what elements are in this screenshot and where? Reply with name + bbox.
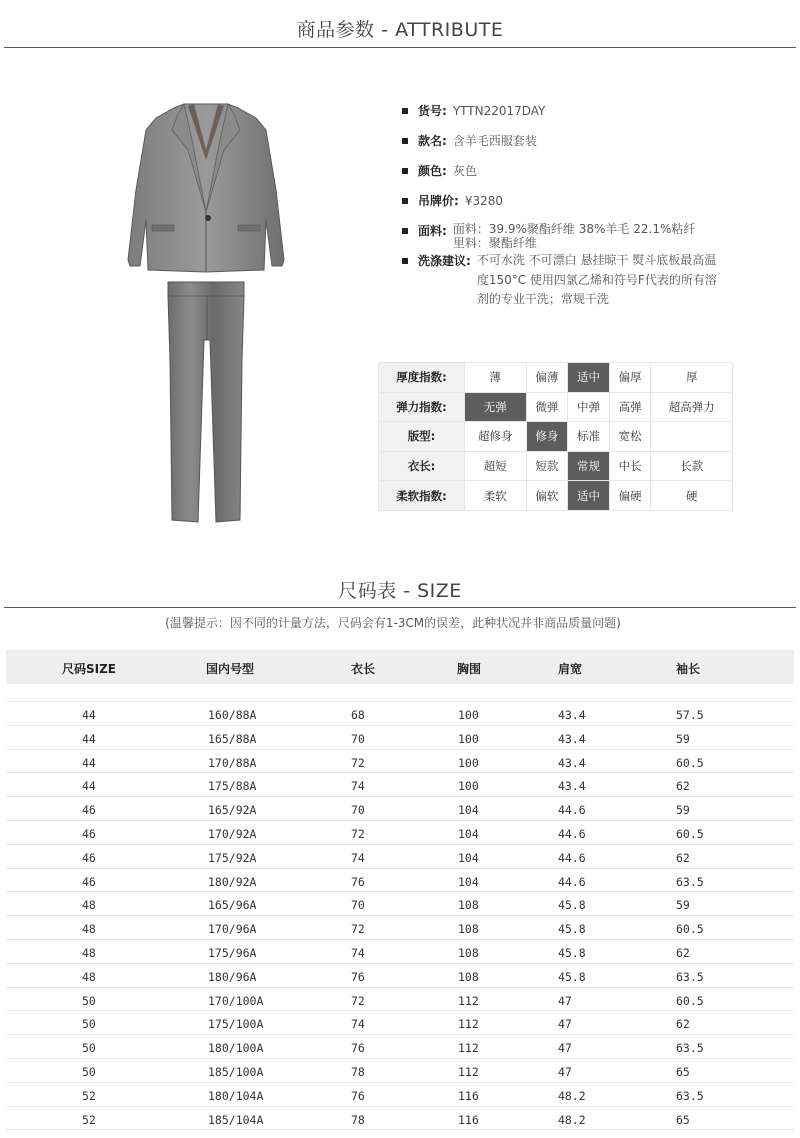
- index-option: 短款: [526, 451, 568, 481]
- size-cell: 46: [82, 850, 96, 865]
- index-option: 偏薄: [526, 363, 568, 393]
- bullet-icon: [402, 198, 408, 204]
- size-cell: 52: [82, 1112, 96, 1127]
- size-cell: 76: [351, 969, 365, 984]
- size-cell: 170/96A: [208, 922, 257, 937]
- size-cell: 170/92A: [208, 826, 257, 841]
- size-cell: 108: [458, 922, 479, 937]
- size-cell: 78: [351, 1064, 365, 1079]
- size-cell: 47: [558, 1041, 572, 1056]
- size-cell: 47: [558, 1017, 572, 1032]
- size-cell: 100: [458, 731, 479, 746]
- size-note: (温馨提示：因不同的计量方法，尺码会有1-3CM的误差，此种状况并非商品质量问题): [165, 616, 621, 630]
- index-row: [379, 451, 733, 481]
- attr-wash: 洗涤建议: 不可水洗 不可漂白 悬挂晾干 熨斗底板最高温度150°C 使用四氯乙烯和符号F代表的所有溶剂的专业干洗；常规干洗: [402, 253, 723, 310]
- size-cell: 112: [458, 993, 479, 1008]
- size-cell: 72: [351, 993, 365, 1008]
- size-cell: 44.6: [558, 803, 586, 818]
- size-row: [6, 773, 794, 797]
- size-cell: 50: [82, 993, 96, 1008]
- size-cell: 165/88A: [208, 731, 257, 746]
- index-option: 高弹: [609, 392, 651, 422]
- bullet-icon: [402, 138, 408, 144]
- size-cell: 47: [558, 1064, 572, 1079]
- size-row: [6, 750, 794, 774]
- size-cell: 180/96A: [208, 969, 257, 984]
- size-header-cell: 尺码SIZE: [62, 662, 117, 676]
- size-cell: 48: [82, 898, 96, 913]
- size-cell: 44: [82, 708, 96, 722]
- index-row: [379, 363, 733, 393]
- size-cell: 48: [82, 945, 96, 960]
- size-header-cell: 国内号型: [206, 662, 255, 676]
- size-cell: 185/100A: [208, 1064, 264, 1079]
- attr-sku: 货号: YTTN22017DAY: [402, 103, 545, 119]
- index-option: 硬: [651, 481, 733, 511]
- index-option: 柔软: [465, 481, 527, 511]
- size-cell: 59: [676, 898, 690, 913]
- size-cell: 185/104A: [208, 1112, 264, 1127]
- size-cell: 44: [82, 779, 96, 794]
- size-cell: 76: [351, 1088, 365, 1103]
- size-row: [6, 797, 794, 821]
- size-cell: 100: [458, 708, 479, 722]
- size-cell: 180/92A: [208, 874, 257, 889]
- size-cell: 170/100A: [208, 993, 264, 1008]
- size-cell: 50: [82, 1017, 96, 1032]
- bullet-icon: [402, 108, 408, 114]
- size-header-cell: 肩宽: [558, 662, 583, 676]
- attr-style-name: 款名: 含羊毛西服套装: [402, 133, 537, 149]
- size-cell: 46: [82, 874, 96, 889]
- index-label: 柔软指数:: [379, 481, 465, 511]
- index-option-selected: 适中: [568, 481, 610, 511]
- size-cell: 62: [676, 779, 690, 794]
- size-cell: 45.8: [558, 969, 586, 984]
- size-cell: 44.6: [558, 874, 586, 889]
- index-row: [379, 422, 733, 452]
- size-cell: 170/88A: [208, 755, 257, 770]
- index-option: 中弹: [568, 392, 610, 422]
- size-cell: 45.8: [558, 945, 586, 960]
- index-row: [379, 392, 733, 422]
- index-option-selected: 修身: [526, 422, 568, 452]
- size-cell: 63.5: [676, 1088, 704, 1103]
- bullet-icon: [402, 168, 408, 174]
- size-cell: 60.5: [676, 755, 704, 770]
- size-cell: 57.5: [676, 708, 704, 722]
- size-cell: 48: [82, 969, 96, 984]
- size-row: [6, 821, 794, 845]
- size-row: [6, 964, 794, 988]
- size-cell: 48.2: [558, 1088, 586, 1103]
- size-cell: 43.4: [558, 731, 586, 746]
- index-option: 偏厚: [609, 363, 651, 393]
- size-cell: 65: [676, 1112, 690, 1127]
- index-label: 衣长:: [379, 451, 465, 481]
- product-image: [126, 100, 286, 525]
- size-cell: 45.8: [558, 898, 586, 913]
- bullet-icon: [402, 228, 408, 234]
- size-cell: 175/92A: [208, 850, 257, 865]
- index-label: 厚度指数:: [379, 363, 465, 393]
- size-cell: 108: [458, 898, 479, 913]
- size-cell: 50: [82, 1041, 96, 1056]
- size-cell: 78: [351, 1112, 365, 1127]
- size-cell: 175/100A: [208, 1017, 264, 1032]
- index-option: [651, 422, 733, 452]
- size-cell: 62: [676, 1017, 690, 1032]
- index-option: 长款: [651, 451, 733, 481]
- size-row: [6, 845, 794, 869]
- index-row: [379, 481, 733, 511]
- size-row: [6, 726, 794, 750]
- size-row: [6, 1011, 794, 1035]
- size-cell: 62: [676, 945, 690, 960]
- size-cell: 180/100A: [208, 1041, 264, 1056]
- attr-fabric: 面料: 面料：39.9%聚酯纤维 38%羊毛 22.1%粘纤 里料：聚酯纤维: [402, 223, 695, 250]
- size-header-cell: 袖长: [676, 662, 701, 676]
- size-cell: 104: [458, 850, 479, 865]
- size-cell: 43.4: [558, 755, 586, 770]
- index-option: 微弹: [526, 392, 568, 422]
- index-option: 中长: [609, 451, 651, 481]
- size-cell: 50: [82, 1064, 96, 1079]
- size-cell: 160/88A: [208, 708, 257, 722]
- size-cell: 74: [351, 1017, 365, 1032]
- attribute-section-title: 商品参数 - ATTRIBUTE: [296, 19, 504, 41]
- size-cell: 104: [458, 803, 479, 818]
- size-cell: 65: [676, 1064, 690, 1079]
- size-cell: 60.5: [676, 922, 704, 937]
- size-cell: 60.5: [676, 826, 704, 841]
- size-cell: 48: [82, 922, 96, 937]
- size-cell: 104: [458, 874, 479, 889]
- size-cell: 68: [351, 708, 365, 722]
- size-cell: 74: [351, 779, 365, 794]
- size-cell: 76: [351, 874, 365, 889]
- size-cell: 44.6: [558, 850, 586, 865]
- size-divider: [4, 607, 796, 608]
- size-cell: 112: [458, 1017, 479, 1032]
- size-cell: 48.2: [558, 1112, 586, 1127]
- index-option: 标准: [568, 422, 610, 452]
- size-cell: 62: [676, 850, 690, 865]
- size-cell: 43.4: [558, 779, 586, 794]
- size-row: [6, 892, 794, 916]
- size-cell: 63.5: [676, 1041, 704, 1056]
- size-row: [6, 1059, 794, 1083]
- size-row: [6, 916, 794, 940]
- size-cell: 112: [458, 1041, 479, 1056]
- attr-color: 颜色: 灰色: [402, 163, 477, 179]
- trousers: [168, 282, 244, 522]
- size-cell: 52: [82, 1088, 96, 1103]
- size-cell: 165/92A: [208, 803, 257, 818]
- size-table-header: [6, 650, 794, 684]
- index-option: 薄: [465, 363, 527, 393]
- size-cell: 76: [351, 1041, 365, 1056]
- size-cell: 59: [676, 731, 690, 746]
- attribute-divider: [4, 47, 796, 48]
- size-cell: 70: [351, 731, 365, 746]
- size-cell: 180/104A: [208, 1088, 264, 1103]
- index-label: 版型:: [379, 422, 465, 452]
- size-cell: 63.5: [676, 969, 704, 984]
- index-option: 偏软: [526, 481, 568, 511]
- size-cell: 44: [82, 755, 96, 770]
- index-option: 偏硬: [609, 481, 651, 511]
- size-row: [6, 940, 794, 964]
- size-cell: 45.8: [558, 922, 586, 937]
- index-option-selected: 常规: [568, 451, 610, 481]
- size-row: [6, 702, 794, 726]
- size-cell: 116: [458, 1088, 479, 1103]
- size-cell: 175/88A: [208, 779, 257, 794]
- jacket: [128, 104, 284, 272]
- size-cell: 165/96A: [208, 898, 257, 913]
- size-cell: 175/96A: [208, 945, 257, 960]
- size-cell: 60.5: [676, 993, 704, 1008]
- size-header-cell: 衣长: [351, 662, 376, 676]
- size-cell: 100: [458, 755, 479, 770]
- size-row: [6, 988, 794, 1012]
- size-cell: 44.6: [558, 826, 586, 841]
- size-cell: 108: [458, 969, 479, 984]
- size-cell: 63.5: [676, 874, 704, 889]
- size-cell: 104: [458, 826, 479, 841]
- bullet-icon: [402, 258, 408, 264]
- size-table: [6, 650, 794, 1138]
- index-option: 超短: [465, 451, 527, 481]
- index-option: 宽松: [609, 422, 651, 452]
- size-cell: 116: [458, 1112, 479, 1127]
- size-cell: 72: [351, 826, 365, 841]
- size-table-spacer: [6, 684, 794, 702]
- size-cell: 47: [558, 993, 572, 1008]
- index-label: 弹力指数:: [379, 392, 465, 422]
- size-cell: 112: [458, 1064, 479, 1079]
- index-option: 超修身: [465, 422, 527, 452]
- attr-tag-price: 吊牌价: ¥3280: [402, 193, 503, 209]
- index-option: 超高弹力: [651, 392, 733, 422]
- size-row: [6, 1107, 794, 1131]
- size-cell: 72: [351, 755, 365, 770]
- size-cell: 46: [82, 803, 96, 818]
- size-cell: 74: [351, 945, 365, 960]
- size-section-title: 尺码表 - SIZE: [338, 580, 462, 602]
- size-cell: 70: [351, 803, 365, 818]
- size-row: [6, 1035, 794, 1059]
- size-cell: 74: [351, 850, 365, 865]
- size-cell: 108: [458, 945, 479, 960]
- size-cell: 100: [458, 779, 479, 794]
- size-cell: 72: [351, 922, 365, 937]
- product-index-table: [378, 362, 733, 511]
- size-cell: 43.4: [558, 708, 586, 722]
- size-cell: 44: [82, 731, 96, 746]
- size-cell: 70: [351, 898, 365, 913]
- size-cell: 59: [676, 803, 690, 818]
- index-option-selected: 无弹: [465, 392, 527, 422]
- size-row: [6, 1083, 794, 1107]
- size-cell: 46: [82, 826, 96, 841]
- size-row: [6, 869, 794, 893]
- index-option: 厚: [651, 363, 733, 393]
- size-header-cell: 胸围: [457, 662, 482, 676]
- index-option-selected: 适中: [568, 363, 610, 393]
